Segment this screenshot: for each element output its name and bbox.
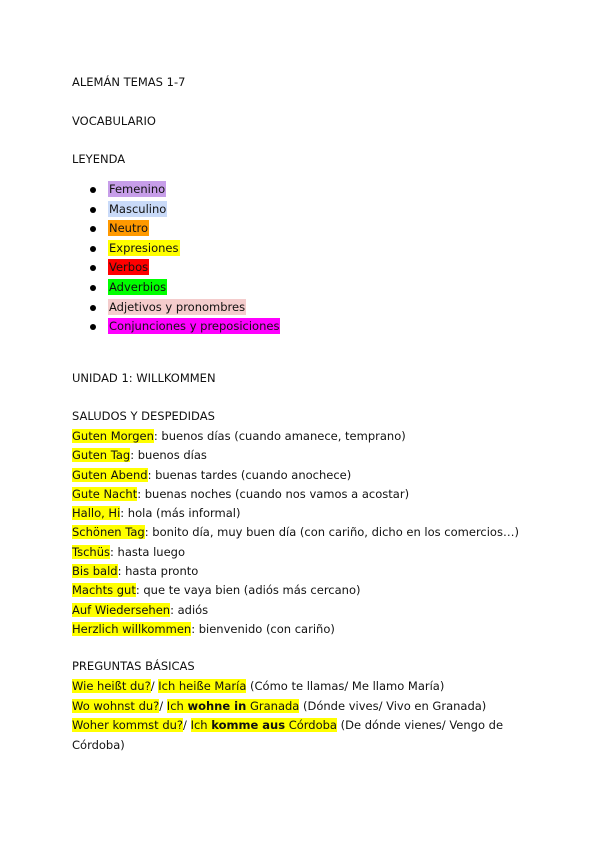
question-row bbox=[72, 677, 512, 697]
answer-part: Córdoba bbox=[285, 718, 337, 732]
translation: (Cómo te llamas/ Me llamo María) bbox=[246, 679, 445, 693]
answer-text bbox=[191, 718, 337, 732]
vocab-term: Gute Nacht bbox=[72, 486, 138, 501]
legend-label: Adverbios bbox=[109, 279, 167, 294]
question-separator: / bbox=[150, 679, 159, 693]
legend-label: Conjunciones y preposiciones bbox=[109, 319, 280, 334]
answer-part: Ich heiße María bbox=[158, 679, 247, 693]
question-text: Woher kommst du? bbox=[72, 718, 184, 732]
questions-list bbox=[72, 677, 512, 755]
legend-label: Neutro bbox=[109, 221, 148, 236]
answer-verb: komme aus bbox=[211, 718, 286, 732]
vocab-term: Bis bald bbox=[72, 564, 118, 579]
vocab-term: Auf Wiedersehen bbox=[72, 602, 171, 617]
legend-label: Expresiones bbox=[109, 240, 179, 255]
vocab-meaning: : hola (más informal) bbox=[120, 506, 241, 521]
vocab-meaning: : hasta pronto bbox=[117, 564, 199, 579]
legend-item bbox=[90, 180, 280, 200]
vocab-row bbox=[72, 466, 519, 485]
legend-item bbox=[90, 219, 280, 239]
bullet-icon bbox=[90, 324, 96, 330]
greetings-list bbox=[72, 427, 519, 639]
vocab-meaning: : buenas noches (cuando nos vamos a acostar) bbox=[137, 486, 410, 501]
vocab-term: Schönen Tag bbox=[72, 525, 145, 540]
legend-list bbox=[90, 180, 280, 337]
vocab-row bbox=[72, 581, 519, 600]
unit-heading: UNIDAD 1: WILLKOMMEN bbox=[72, 371, 216, 385]
legend-label: Verbos bbox=[109, 260, 149, 275]
question-row bbox=[72, 697, 512, 717]
bullet-icon bbox=[90, 207, 96, 213]
bullet-icon bbox=[90, 305, 96, 311]
vocab-row bbox=[72, 523, 519, 542]
question-text: Wo wohnst du? bbox=[72, 698, 160, 713]
vocab-term: Guten Morgen bbox=[72, 429, 154, 443]
answer-part: Ich bbox=[190, 718, 212, 732]
legend-item bbox=[90, 298, 280, 318]
vocab-term: Machts gut bbox=[72, 583, 136, 598]
question-separator: / bbox=[183, 718, 191, 732]
legend-item bbox=[90, 239, 280, 259]
answer-verb: wohne in bbox=[187, 698, 247, 713]
vocab-meaning: : bienvenido (con cariño) bbox=[191, 621, 335, 636]
vocab-row bbox=[72, 601, 519, 620]
legend-label: Masculino bbox=[109, 201, 167, 216]
vocab-meaning: : que te vaya bien (adiós más cercano) bbox=[135, 583, 361, 598]
translation: (De dónde vienes/ Vengo de Córdoba) bbox=[72, 718, 504, 752]
vocab-meaning: : hasta luego bbox=[110, 544, 185, 559]
legend-item bbox=[90, 200, 280, 220]
vocab-term: Hallo, Hi bbox=[72, 506, 121, 521]
vocab-row bbox=[72, 562, 519, 581]
vocab-meaning: : bonito día, muy buen día (con cariño, dicho en los comercios…) bbox=[144, 525, 519, 540]
vocab-term: Guten Tag bbox=[72, 448, 131, 463]
vocab-term: Herzlich willkommen bbox=[72, 621, 192, 636]
vocab-row bbox=[72, 504, 519, 523]
vocab-meaning: : buenas tardes (cuando anochece) bbox=[147, 467, 352, 482]
questions-heading: PREGUNTAS BÁSICAS bbox=[72, 659, 195, 673]
vocab-row bbox=[72, 485, 519, 504]
bullet-icon bbox=[90, 285, 96, 291]
greetings-heading: SALUDOS Y DESPEDIDAS bbox=[72, 409, 215, 423]
vocab-term: Tschüs bbox=[72, 544, 111, 559]
translation: (Dónde vives/ Vivo en Granada) bbox=[299, 698, 487, 713]
question-separator: / bbox=[159, 698, 167, 713]
answer-part: Granada bbox=[246, 698, 300, 713]
vocab-row bbox=[72, 427, 519, 446]
bullet-icon bbox=[90, 265, 96, 271]
bullet-icon bbox=[90, 187, 96, 193]
vocab-meaning: : buenos días bbox=[130, 448, 207, 463]
question-row bbox=[72, 716, 512, 755]
legend-label: Femenino bbox=[109, 182, 166, 196]
vocab-term: Guten Abend bbox=[72, 467, 148, 482]
vocab-row bbox=[72, 446, 519, 465]
legend-heading: LEYENDA bbox=[72, 152, 126, 166]
legend-item bbox=[90, 258, 280, 278]
answer-part: Ich bbox=[166, 698, 188, 713]
bullet-icon bbox=[90, 226, 96, 232]
answer-text bbox=[158, 679, 246, 693]
doc-title: ALEMÁN TEMAS 1-7 bbox=[72, 75, 186, 89]
vocab-row bbox=[72, 620, 519, 639]
vocab-meaning: : adiós bbox=[170, 602, 209, 617]
section-heading: VOCABULARIO bbox=[72, 114, 156, 128]
legend-label: Adjetivos y pronombres bbox=[109, 299, 246, 314]
question-text: Wie heißt du? bbox=[72, 679, 151, 693]
vocab-row bbox=[72, 543, 519, 562]
legend-item bbox=[90, 317, 280, 337]
answer-text bbox=[167, 699, 300, 713]
legend-item bbox=[90, 278, 280, 298]
vocab-meaning: : buenos días (cuando amanece, temprano) bbox=[153, 429, 406, 443]
bullet-icon bbox=[90, 246, 96, 252]
